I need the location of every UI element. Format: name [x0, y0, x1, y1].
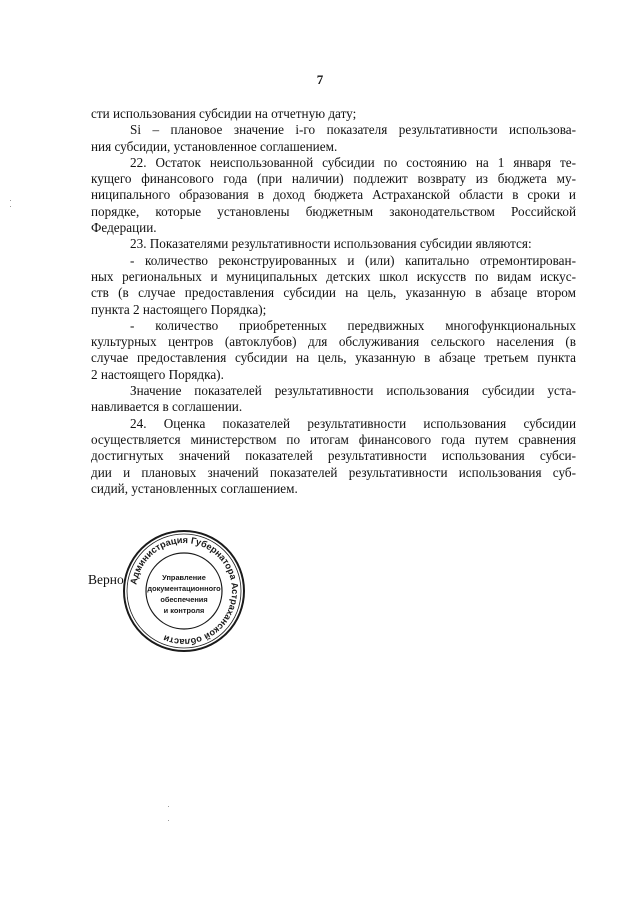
text-line: порядке, которые установлены бюджетным законодательством Российской [91, 203, 576, 219]
text-line: 22. Остаток неиспользованной субсидии по состоянию на 1 января те- [130, 154, 576, 170]
text-line: достигнутых значений показателей результативности использования субси- [91, 448, 576, 464]
text-line: ств (в случае предоставления субсидии на цель, указанную в абзаце втором [91, 285, 576, 301]
scan-speck [168, 820, 169, 821]
text-line: 23. Показателями результативности использования субсидии являются: [130, 236, 532, 252]
paragraph [91, 383, 576, 416]
paragraph [91, 106, 576, 122]
text-line: ниципального образования в доход бюджета Астраханской области в сроки и [91, 187, 576, 203]
official-seal [120, 527, 248, 655]
paragraph [91, 155, 576, 236]
scan-speck [10, 206, 11, 207]
paragraph [91, 416, 576, 497]
paragraph [91, 236, 576, 252]
paragraph [91, 122, 576, 155]
scan-speck [168, 806, 169, 807]
document-body [91, 106, 576, 497]
text-line: сти использования субсидии на отчетную дату; [91, 106, 357, 121]
text-line: - количество реконструированных и (или) капитально отремонтирован- [130, 252, 576, 268]
text-line: случае предоставления субсидии на цель, указанную в абзаце третьем пункта [91, 350, 576, 366]
text-line: осуществляется министерством по итогам финансового года путем сравнения [91, 431, 576, 447]
text-line: Федерации. [91, 220, 157, 236]
seal-ring-text: Администрация Губернатора Астраханской области [128, 534, 241, 648]
text-line: ных региональных и муниципальных детских школ искусств по видам искус- [91, 268, 576, 284]
text-line: навливается в соглашении. [91, 399, 243, 415]
seal-center-line: обеспечения [160, 595, 208, 604]
page-number: 7 [316, 72, 324, 87]
paragraph [91, 318, 576, 383]
text-line: 24. Оценка показателей результативности использования субсидии [130, 415, 576, 431]
scan-speck [10, 200, 11, 201]
text-line: дии и плановых значений показателей результативности использования суб- [91, 464, 576, 480]
text-line: пункта 2 настоящего Порядка); [91, 301, 267, 317]
text-line: Значение показателей результативности использования субсидии уста- [130, 383, 576, 399]
text-line: культурных центров (автоклубов) для обслуживания сельского населения (в [91, 334, 576, 350]
text-line: - количество приобретенных передвижных многофункциональных [130, 317, 576, 333]
certification-stamp-area [88, 527, 268, 677]
text-line: 2 настоящего Порядка). [91, 366, 224, 382]
text-line: ния субсидии, установленное соглашением. [91, 138, 338, 154]
text-line: кущего финансового года (при наличии) подлежит возврату из бюджета му- [91, 171, 576, 187]
text-line: сидий, установленных соглашением. [91, 480, 298, 496]
text-line: Si – плановое значение i-го показателя результативности использова- [130, 122, 576, 138]
seal-center-line: и контроля [163, 606, 205, 615]
seal-center-line: документационного [147, 584, 221, 593]
paragraph [91, 253, 576, 318]
verno-label: Верно [88, 572, 124, 587]
seal-center-line: Управление [162, 573, 206, 582]
